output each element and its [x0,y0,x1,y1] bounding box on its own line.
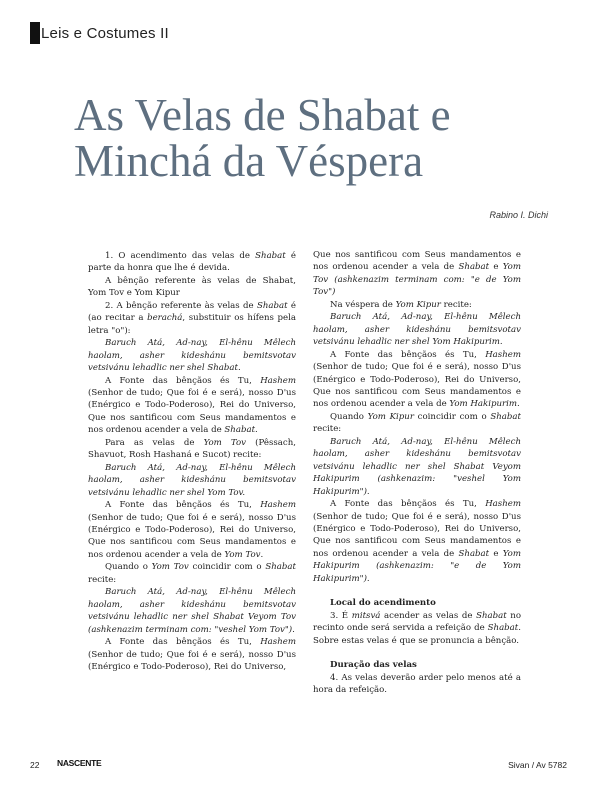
text-column-right [313,249,521,696]
paragraph: A bênção referente às velas de Shabat, Yom Tov e Yom Kipur [88,275,296,299]
subheading-candle-duration: Duração das velas [330,660,417,671]
paragraph: A Fonte das bênçãos és Tu, Hashem (Senhor de tudo; Que foi é e será), nosso D'us (Enérgico e Todo-Poderoso), Rei do Universo, Que nos santificou com Seus mandamentos e nos ordenou acender a vela de Yom Tov. [88,500,296,560]
paragraph: A Fonte das bênçãos és Tu, Hashem (Senhor de tudo; Que foi é e será), nosso D'us (Enérgico e Todo-Poderoso), Rei do Universo, Que nos santificou com Seus mandamentos e nos ordenou acender a vela de Shabat e Yom Hakipurim (ashkenazim: "e de Yom Hakipurim"). [313,499,521,584]
blessing-transliteration: Baruch Atá, Ad-nay, El-hênu Mêlech haolam, asher kideshánu bemitsvotav vetsivánu lehadlic ner shel Shabat Veyom Hakipurim (ashkenazim: "veshel Yom Hakipurim"). [313,436,521,497]
paragraph: 2. A bênção referente às velas de Shabat é (ao recitar a berachá, substituir os hífens pela letra "o"): [88,300,296,336]
paragraph: A Fonte das bênçãos és Tu, Hashem (Senhor de tudo; Que foi é e será), nosso D'us (Enérgico e Todo-Poderoso), Rei do Universo, [88,637,296,672]
paragraph: Quando Yom Kipur coincidir com o Shabat recite: [313,411,521,435]
magazine-logo: NASCENTE [57,758,102,768]
blessing-transliteration: Baruch Atá, Ad-nay, El-hênu Mêlech haolam, asher kideshánu bemitsvotav vetsivánu lehadlic ner shel Yom Hakipurim. [313,312,521,348]
section-header [30,22,169,44]
page-number: 22 [30,760,40,770]
paragraph: A Fonte das bênçãos és Tu, Hashem (Senhor de tudo; Que foi é e será), nosso D'us (Enérgico e Todo-Poderoso), Rei do Universo, Que nos santificou com Seus mandamentos e nos ordenou acender a vela de Shabat. [88,375,296,436]
text-column-left [88,250,296,673]
section-marker-block [30,22,40,44]
blessing-transliteration: Baruch Atá, Ad-nay, El-hênu Mêlech haolam, asher kideshánu bemitsvotav vetsivánu lehadlic ner shel Shabat. [88,338,296,374]
section-title: Leis e Costumes II [41,24,169,42]
paragraph: 1. O acendimento das velas de Shabat é parte da honra que lhe é devida. [88,251,296,274]
paragraph: A Fonte das bênçãos és Tu, Hashem (Senhor de tudo; Que foi é e será), nosso D'us (Enérgico e Todo-Poderoso), Rei do Universo, Que nos santificou com Seus mandamentos e nos ordenou acender a vela de Yom Hakipurim. [313,349,521,410]
paragraph: 3. É mitsvá acender as velas de Shabat no recinto onde será servida a refeição de Shabat. Sobre estas velas é que se pronuncia a bênção. [313,610,521,646]
issue-label: Sivan / Av 5782 [508,760,567,770]
paragraph: Na véspera de Yom Kipur recite: [330,299,472,310]
paragraph: 4. As velas deverão arder pelo menos até a hora da refeição. [313,672,521,695]
paragraph: Que nos santificou com Seus mandamentos e nos ordenou acender a vela de Shabat e Yom Tov (ashkenazim terminam com: "e de Yom Tov") [313,250,521,298]
article-title-line-1: As Velas de Shabat e [74,90,451,140]
blessing-transliteration: Baruch Atá, Ad-nay, El-hênu Mêlech haolam, asher kideshánu bemitsvotav vetsivánu lehadlic ner shel Shabat Veyom Tov (ashkenazim terminam com: "veshel Yom Tov"). [88,587,296,635]
article-author: Rabino I. Dichi [489,210,548,220]
paragraph: Para as velas de Yom Tov (Pêssach, Shavuot, Rosh Hashaná e Sucot) recite: [88,437,297,461]
blessing-transliteration: Baruch Atá, Ad-nay, El-hênu Mêlech haolam, asher kideshánu bemitsvotav vetsivánu lehadlic ner shel Yom Tov. [88,462,296,498]
subheading-lighting-place: Local do acendimento [330,598,436,609]
article-title [74,92,574,184]
paragraph: Quando o Yom Tov coincidir com o Shabat recite: [88,562,296,585]
article-title-line-2: Minchá da Véspera [74,136,424,186]
